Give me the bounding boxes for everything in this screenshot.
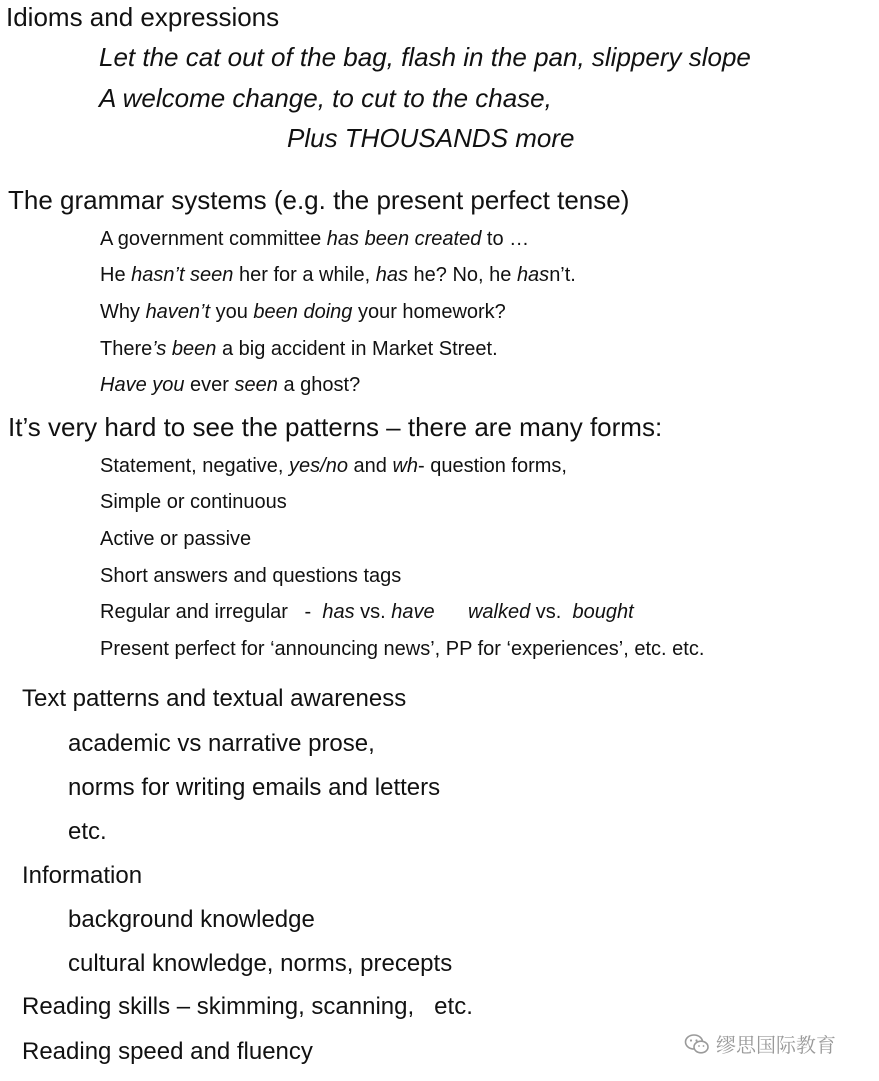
- patterns-form-5: Regular and irregular - has vs. have walked vs. bought: [100, 601, 634, 623]
- patterns-form-1: Statement, negative, yes/no and wh- question forms,: [100, 455, 567, 477]
- grammar-example-3: Why haven’t you been doing your homework?: [100, 301, 506, 323]
- text-patterns-item-3: etc.: [68, 818, 107, 845]
- patterns-form-3: Active or passive: [100, 528, 252, 550]
- patterns-form-2: Simple or continuous: [100, 491, 287, 513]
- text-patterns-item-1: academic vs narrative prose,: [68, 730, 375, 757]
- patterns-heading: It’s very hard to see the patterns – there are many forms:: [8, 412, 663, 442]
- reading-speed-line: Reading speed and fluency: [22, 1038, 313, 1065]
- grammar-heading: The grammar systems (e.g. the present perfect tense): [8, 185, 630, 215]
- watermark: [684, 1029, 836, 1058]
- information-item-1: background knowledge: [68, 906, 315, 933]
- patterns-form-4: Short answers and questions tags: [100, 565, 402, 587]
- idioms-line-2: A welcome change, to cut to the chase,: [99, 83, 552, 113]
- grammar-example-5: Have you ever seen a ghost?: [100, 374, 361, 396]
- idioms-line-3: Plus THOUSANDS more: [287, 123, 575, 153]
- information-heading: Information: [22, 862, 143, 889]
- grammar-example-2: He hasn’t seen her for a while, has he? No, he hasn’t.: [100, 264, 576, 286]
- grammar-example-1: A government committee has been created to …: [100, 228, 530, 250]
- grammar-example-4: There’s been a big accident in Market Street.: [100, 338, 498, 360]
- reading-skills-line: Reading skills – skimming, scanning, etc.: [22, 993, 473, 1020]
- idioms-line-1: Let the cat out of the bag, flash in the pan, slippery slope: [99, 42, 751, 72]
- idioms-heading: Idioms and expressions: [6, 2, 280, 32]
- patterns-form-6: Present perfect for ‘announcing news’, PP for ‘experiences’, etc. etc.: [100, 638, 705, 660]
- wechat-icon: [684, 1033, 710, 1055]
- text-patterns-heading: Text patterns and textual awareness: [22, 685, 407, 712]
- text-patterns-item-2: norms for writing emails and letters: [68, 774, 441, 801]
- watermark-text: 缪思国际教育: [716, 1035, 836, 1057]
- information-item-2: cultural knowledge, norms, precepts: [68, 950, 453, 977]
